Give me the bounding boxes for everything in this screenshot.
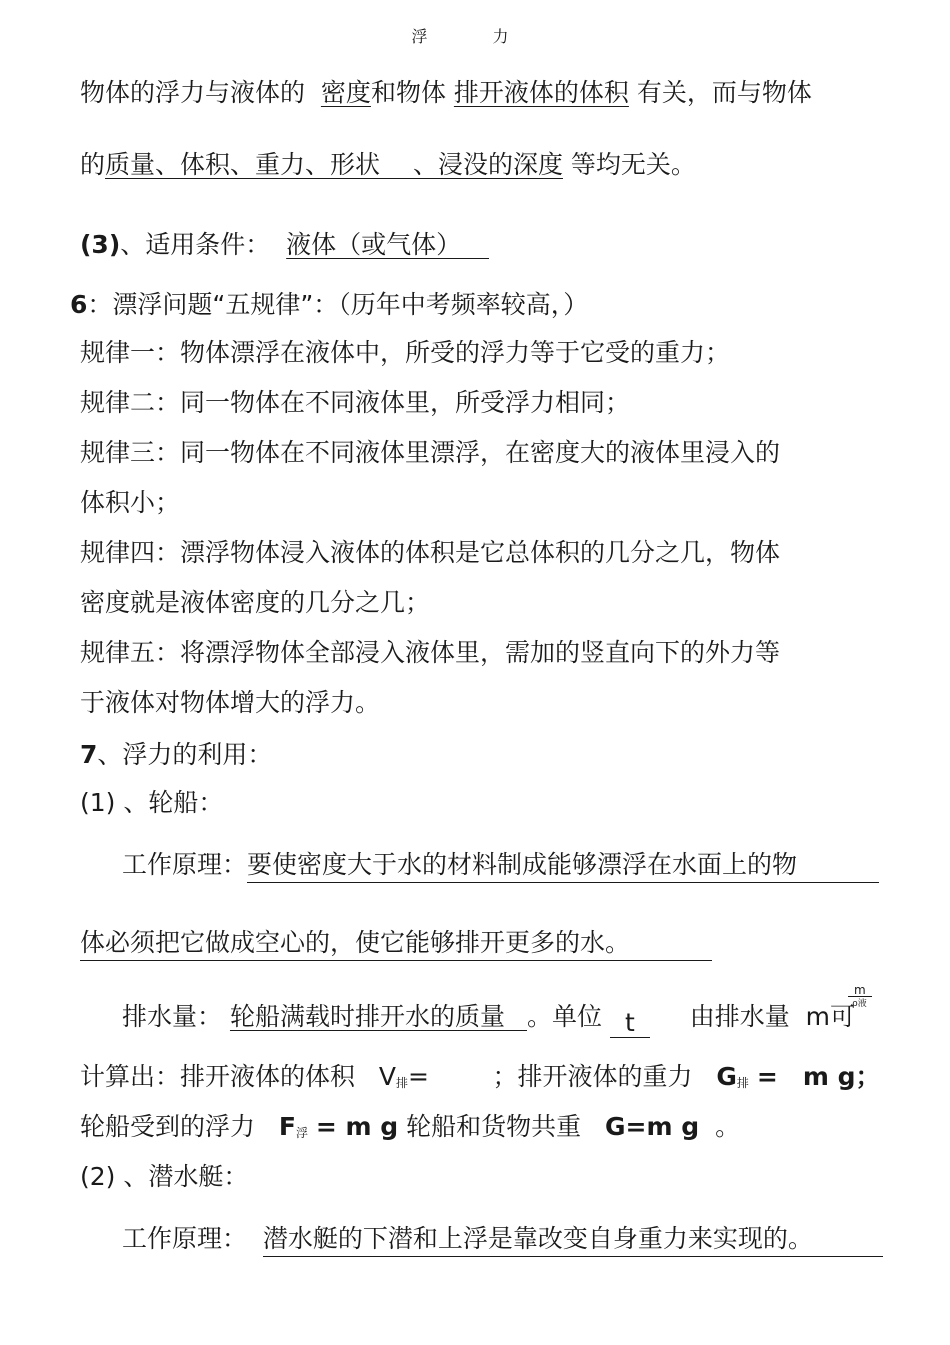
item-number: 7 [80,740,98,769]
total-weight-formula: G=m g [605,1112,700,1141]
gravity-symbol: G [716,1062,737,1091]
fraction-bar [848,996,872,997]
displacement-value: 轮船满载时排开水的质量 [229,1002,505,1031]
ship-principle-fill-2 [80,926,712,961]
fill-in-irrelevant-factors: 质量、体积、重力、形状 、浸没的深度 [105,150,563,179]
blank [505,1002,527,1031]
volume-symbol: V [378,1062,396,1091]
calc-text: ；排开液体的重力 [492,1062,693,1091]
submarine-principle-fill [263,1222,883,1257]
principle-label: 工作原理： [122,850,248,879]
ship-principle-line-1 [122,848,879,883]
displacement-line [122,1000,855,1038]
rule-4-line-1: 规律四：漂浮物体浸入液体的体积是它总体积的几分之几，物体 [80,538,781,567]
text: 等均无关。 [570,150,696,179]
calc-text: 计算出：排开液体的体积 [80,1062,356,1091]
rule-3-line-1: 规律三：同一物体在不同液体里漂浮，在密度大的液体里浸入的 [80,438,781,467]
condition-label: 、适用条件： [120,230,271,259]
rule-2: 规律二：同一物体在不同液体里，所受浮力相同； [80,388,631,417]
paragraph-line-2 [80,148,696,182]
item-number: 6 [70,290,88,319]
text: 有关，而与物体 [636,78,812,107]
volume-subscript: 排 [395,1076,408,1090]
unit-value: t [610,1009,650,1038]
paragraph-line-1 [80,76,812,110]
ship-principle-fill [247,848,879,883]
calc-line-volume-weight [80,1060,880,1100]
use-heading: 、浮力的利用： [97,740,273,769]
buoyancy-formula: = m g [315,1112,399,1141]
text: 的 [80,150,106,179]
buoyancy-symbol: F [278,1112,296,1141]
fraction-denominator: ρ液 [852,999,867,1009]
item-number: (3) [80,230,121,259]
submarine-principle-line [122,1222,883,1257]
ship-principle-text: 要使密度大于水的材料制成能够漂浮在水面上的物 [247,850,798,879]
gravity-subscript: 排 [736,1076,749,1090]
unit-label: 。单位 [526,1002,602,1031]
ship-title: (1) 、轮船： [80,788,224,817]
rule-4-line-2: 密度就是液体密度的几分之几； [80,588,431,617]
fill-in-density: 密度 [320,78,371,107]
equals: = [407,1062,429,1091]
ship-principle-line-2 [80,926,712,961]
rules-heading: ：漂浮问题“五规律”：（历年中考频率较高，） [87,290,589,319]
fraction-numerator: m [854,983,866,997]
fill-in-displaced-volume: 排开液体的体积 [453,78,629,107]
principle-label: 工作原理： [122,1224,248,1253]
calc-line-buoyancy [80,1110,740,1150]
text: 和物体 [370,78,446,107]
period: 。 [715,1112,741,1141]
condition-line [80,228,489,262]
use-title [80,738,272,772]
rule-3-line-2: 体积小； [80,488,181,517]
calc-text: 可 [829,1002,855,1031]
text: 物体的浮力与液体的 [80,78,306,107]
displacement-label: 排水量： [122,1002,223,1031]
rules-title [70,288,588,322]
rule-5-line-2: 于液体对物体增大的浮力。 [80,688,381,717]
condition-value: 液体（或气体） [286,230,462,259]
mass-symbol: m [805,1002,830,1031]
calc-text: 轮船受到的浮力 [80,1112,256,1141]
ship-principle-text-2: 体必须把它做成空心的，使它能够排开更多的水。 [80,928,631,957]
blank [461,230,489,259]
page-header: 浮 力 [411,27,539,46]
calc-text: 轮船和货物共重 [406,1112,582,1141]
rule-1: 规律一：物体漂浮在液体中，所受的浮力等于它受的重力； [80,338,731,367]
gravity-formula: = m g； [756,1062,881,1091]
buoyancy-subscript: 浮 [295,1126,308,1140]
submarine-title: (2) 、潜水艇： [80,1162,249,1191]
rule-5-line-1: 规律五：将漂浮物体全部浸入液体里，需加的竖直向下的外力等 [80,638,781,667]
calc-text: 由排水量 [689,1002,790,1031]
submarine-principle-text: 潜水艇的下潜和上浮是靠改变自身重力来实现的。 [262,1224,813,1253]
